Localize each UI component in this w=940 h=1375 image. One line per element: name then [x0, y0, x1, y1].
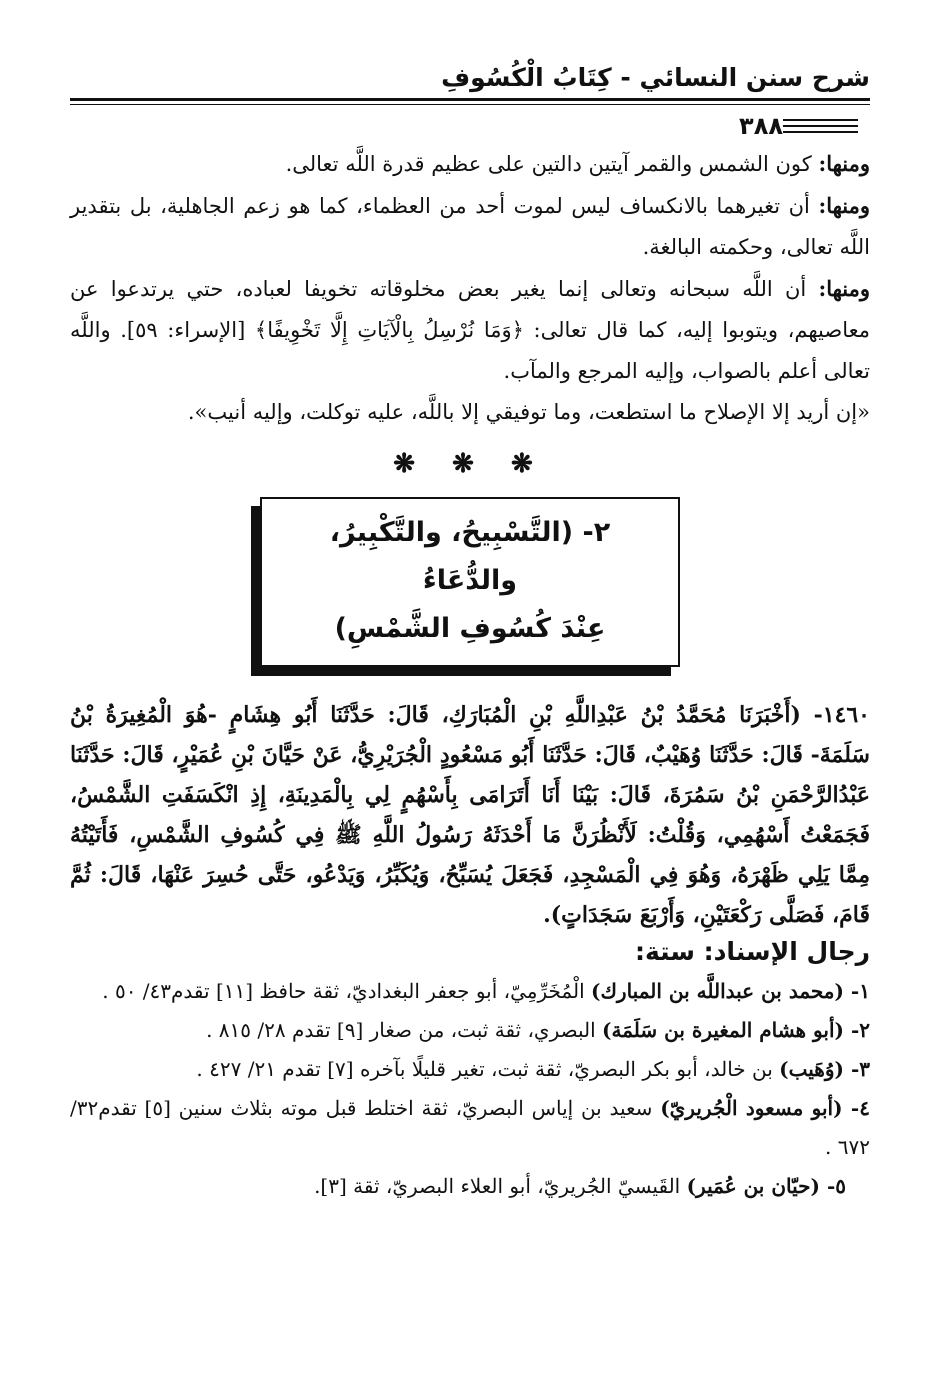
intro-paragraph-4: «إن أريد إلا الإصلاح ما استطعت، وما توفيقي إلا باللَّه، عليه توكلت، وإليه أنيب». — [187, 400, 870, 424]
narrator-entry-2: ٢- (أبو هشام المغيرة بن سَلَمَة) البصري، ثقة ثبت، من صغار [٩] تقدم ٢٨/ ٨١٥ . — [206, 1018, 870, 1042]
running-header — [70, 52, 870, 92]
intro-paragraph-3: ومنها: أن اللَّه سبحانه وتعالى إنما يغير بعض مخلوقاته تخويفا لعباده، حتي يرتدعوا عن معاصيهم، ويتوبوا إليه، كما قال تعالى: ﴿وَمَا نُرْسِلُ بِالْآيَاتِ إِلَّا تَخْوِيفًا﴾ [الإسراء: ٥٩]. واللَّه تعالى أعلم بالصواب، وإليه المرجع والمآب. — [70, 276, 870, 383]
intro-paragraph-1: ومنها: كون الشمس والقمر آيتين دالتين على عظيم قدرة اللَّه تعالى. — [285, 151, 870, 176]
chapter-title-line-2: عِنْدَ كُسُوفِ الشَّمْسِ) — [334, 613, 606, 644]
page-number-ornament — [783, 115, 858, 137]
header-rule — [70, 98, 870, 105]
hadith-text: ١٤٦٠- (أَخْبَرَنَا مُحَمَّدُ بْنُ عَبْدِاللَّهِ بْنِ الْمُبَارَكِ، قَالَ: حَدَّثَنَا أَبُو هِشَامٍ -هُوَ الْمُغِيرَةُ بْنُ سَلَمَةَ- قَالَ: حَدَّثَنَا وُهَيْبٌ، قَالَ: حَدَّثَنَا أَبُو مَسْعُودٍ الْجُرَيْرِيُّ، عَنْ حَيَّانَ بْنِ عُمَيْرٍ، قَالَ: حَدَّثَنَا عَبْدُالرَّحْمَنِ بْنُ سَمُرَةَ، قَالَ: بَيْنَا أَنَا أَتَرَامَى بِأَسْهُمٍ لِي بِالْمَدِينَةِ، إِذِ انْكَسَفَتِ الشَّمْسُ، فَجَمَعْتُ أَسْهُمِي، وَقُلْتُ: لَأَنْظُرَنَّ مَا أَحْدَثَهُ رَسُولُ اللَّهِ ﷺ فِي كُسُوفِ الشَّمْسِ، فَأَتَيْتُهُ مِمَّا يَلِي ظَهْرَهُ، وَهُوَ فِي الْمَسْجِدِ، فَجَعَلَ يُسَبِّحُ، وَيُكَبِّرُ، وَيَدْعُو، حَتَّى حُسِرَ عَنْهَا، قَالَ: ثُمَّ قَامَ، فَصَلَّى رَكْعَتَيْنِ، وَأَرْبَعَ سَجَدَاتٍ). — [70, 702, 870, 928]
rijal-heading: رجال الإسناد: ستة: — [634, 937, 870, 966]
narrator-entry-3: ٣- (وُهَيب) بن خالد، أبو بكر البصريّ، ثقة ثبت، تغير قليلًا بآخره [٧] تقدم ٢١/ ٤٢٧ . — [196, 1057, 870, 1081]
chapter-title-line-1: ٢- (التَّسْبِيحُ، والتَّكْبِيرُ، والدُّعَاءُ — [329, 517, 611, 596]
section-separator: ❋ ❋ ❋ — [393, 449, 547, 479]
intro-paragraph-2: ومنها: أن تغيرهما بالانكساف ليس لموت أحد من العظماء، كما هو زعم الجاهلية، بل بتقدير اللَّه تعالى، وحكمته البالغة. — [70, 193, 870, 259]
narrator-entry-1: ١- (محمد بن عبداللَّه بن المبارك) الْمُخَرِّمِيّ، أبو جعفر البغداديّ، ثقة حافظ [١١] تقدم٤٣/ ٥٠ . — [102, 979, 870, 1003]
running-header-title: شرح سنن النسائي - كِتَابُ الْكُسُوفِ — [441, 63, 870, 92]
chapter-title-box — [260, 497, 680, 667]
page-number-row — [70, 109, 870, 143]
page-number: ٣٨٨ — [739, 112, 783, 140]
narrator-entry-5: ٥- (حيّان بن عُمَير) القَيسيّ الجُريريّ، أبو العلاء البصريّ، ثقة [٣]. — [314, 1174, 846, 1198]
book-page — [70, 52, 870, 1206]
narrator-entry-4: ٤- (أبو مسعود الْجُريريّ) سعيد بن إياس البصريّ، ثقة اختلط قبل موته بثلاث سنين [٥] تقدم٣٢/ ٦٧٢ . — [70, 1096, 870, 1159]
